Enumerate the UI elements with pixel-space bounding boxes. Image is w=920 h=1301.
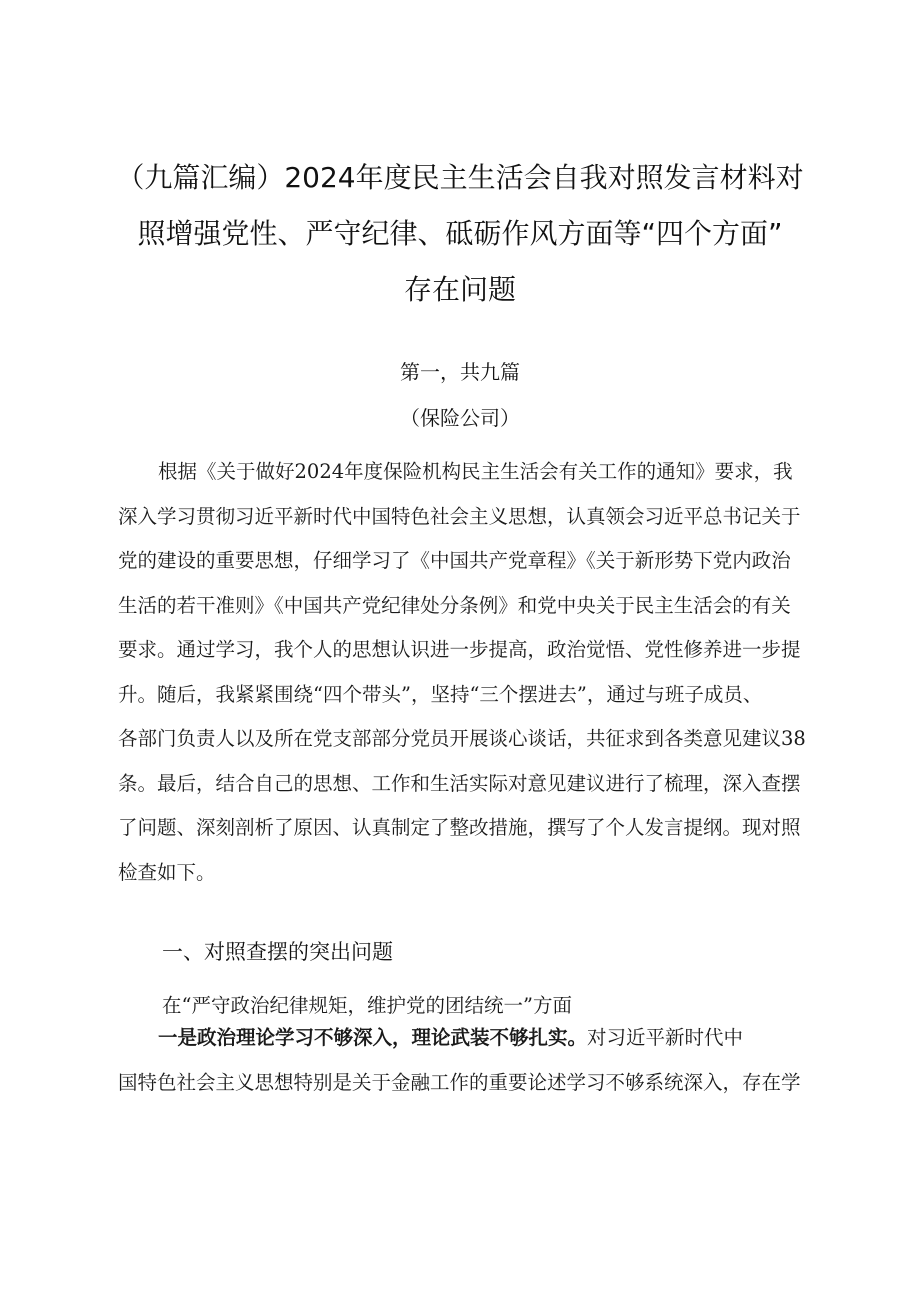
- section-number: 第一，共九篇: [400, 360, 520, 384]
- title-line: 照增强党性、严守纪律、砥砺作风方面等“四个方面”: [137, 217, 783, 250]
- paragraph-line: 深入学习贯彻习近平新时代中国特色社会主义思想，认真领会习近平总书记关于: [118, 504, 801, 528]
- paragraph-line: 根据《关于做好2024年度保险机构民主生活会有关工作的通知》要求，我: [158, 460, 793, 483]
- aspect-heading: 在“严守政治纪律规矩，维护党的团结统一”方面: [162, 994, 572, 1017]
- point-lead: 一是政治理论学习不够深入，理论武装不够扎实。: [158, 1026, 588, 1049]
- paragraph-line: 党的建设的重要思想，仔细学习了《中国共产党章程》《关于新形势下党内政治: [118, 549, 791, 572]
- paragraph-line: [118, 1016, 818, 1061]
- point-text: 对习近平新时代中: [587, 1026, 744, 1049]
- title-line: （九篇汇编）2024年度民主生活会自我对照发言材料对: [116, 161, 804, 194]
- paragraph-line: 检查如下。: [118, 860, 216, 884]
- intro-paragraph: [118, 450, 818, 895]
- section-heading: 一、对照查摆的突出问题: [162, 940, 393, 964]
- paragraph-line: 升。随后，我紧紧围绕“四个带头”，坚持“三个摆进去”，通过与班子成员、: [118, 682, 763, 706]
- paragraph-line: 条。最后，结合自己的思想、工作和生活实际对意见建议进行了梳理，深入查摆: [118, 771, 801, 795]
- paragraph-line: 生活的若干准则》《中国共产党纪律处分条例》和党中央关于民主生活会的有关: [118, 593, 791, 617]
- title-line: 存在问题: [403, 273, 516, 306]
- section-organization: （保险公司）: [400, 406, 520, 430]
- paragraph-line: 了问题、深刻剖析了原因、认真制定了整改措施，撰写了个人发言提纲。现对照: [118, 816, 801, 839]
- point-paragraph: [118, 1016, 818, 1105]
- paragraph-line: 各部门负责人以及所在党支部部分党员开展谈心谈话，共征求到各类意见建议38: [118, 727, 806, 750]
- paragraph-line: 国特色社会主义思想特别是关于金融工作的重要论述学习不够系统深入，存在学: [118, 1070, 801, 1094]
- document-title: [100, 150, 820, 318]
- paragraph-line: 要求。通过学习，我个人的思想认识进一步提高，政治觉悟、党性修养进一步提: [118, 638, 801, 661]
